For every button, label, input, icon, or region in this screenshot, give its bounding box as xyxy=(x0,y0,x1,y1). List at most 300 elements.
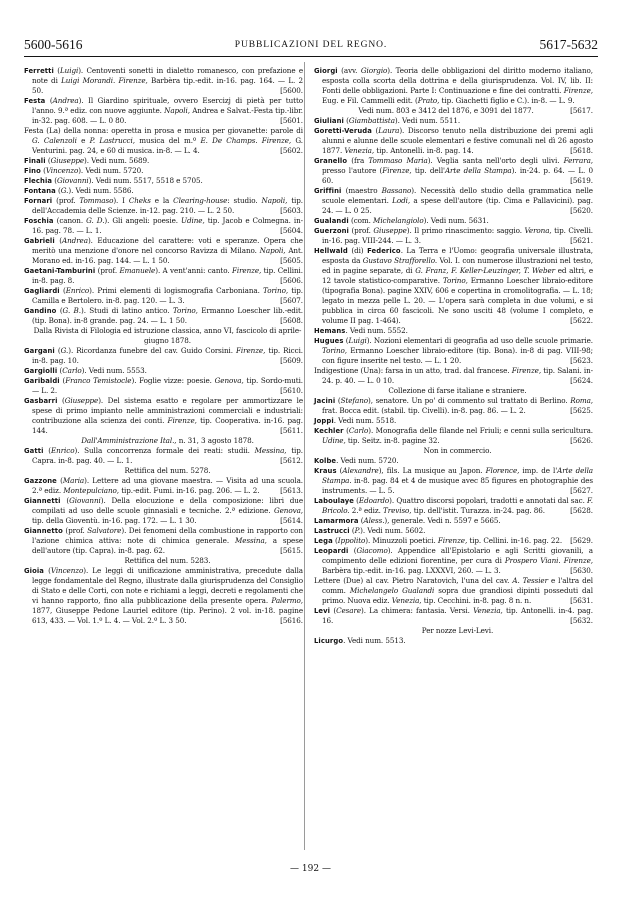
entry-text: . Vedi num. 5552. xyxy=(345,326,408,335)
entry-text: Eug. e Fil. Cammelli edit. ( xyxy=(322,96,418,105)
entry-italic: Gustavo Strafforello. xyxy=(362,256,438,265)
entry-text: a spese dell'autore (tip. Capra). in-8. pag. 62. xyxy=(32,536,304,555)
entry-note xyxy=(322,446,593,456)
entry-text: . Vedi num. 5518. xyxy=(333,416,397,425)
entry-range-left: 5600-5616 xyxy=(24,37,83,52)
entry-italic: Napoli, xyxy=(164,106,190,115)
entry-italic: Udine, xyxy=(322,436,346,445)
entry-surname: Gatti xyxy=(24,447,44,455)
entry-surname: Joppi xyxy=(314,417,334,425)
entry-italic: P. Lastrucci, xyxy=(89,136,135,145)
entry-italic: Firenze, xyxy=(563,86,593,95)
entry-italic: Venezia, xyxy=(344,146,375,155)
entry-italic: Firenze, xyxy=(231,266,262,275)
entry-text: ( xyxy=(52,176,58,185)
entry-author-forename: G. B. xyxy=(62,306,81,315)
entry-author-forename: Bassano xyxy=(381,186,412,195)
entry-surname: Finali xyxy=(24,157,46,165)
entry-text: (com. xyxy=(348,216,374,225)
entry-surname: Giuliani xyxy=(314,117,344,125)
entry-forename: Federico xyxy=(367,247,401,255)
catalog-entry xyxy=(314,186,593,216)
entry-surname: Gandino xyxy=(24,307,57,315)
entry-italic: Roma, xyxy=(570,396,593,405)
entry-italic: Luigi Morandi. Firenze, xyxy=(61,76,148,85)
entry-surname: Ferretti xyxy=(24,67,54,75)
entry-text: (canon. xyxy=(53,216,87,225)
entry-italic: Torino, xyxy=(263,286,289,295)
entry-italic: Messina, xyxy=(235,536,267,545)
entry-text: ( xyxy=(335,396,341,405)
catalog-entry xyxy=(24,446,303,476)
entry-text: Ermanno Loescher libraio-editore (tip. Bona). in-8 di pag. VIII-98; con figure inserite nel testo. — L. 1 20. xyxy=(322,346,593,365)
entry-text: ). Il primo rinascimento: saggio. xyxy=(406,226,525,235)
entry-text: ). Vedi num. 5553. xyxy=(81,366,147,375)
entry-author-forename: G. xyxy=(60,186,69,195)
entry-italic: Napoli, xyxy=(261,196,288,205)
entry-surname: Gargani xyxy=(24,347,55,355)
entry-note-text: n. 31, 3 agosto 1878. xyxy=(176,436,254,445)
entry-text: ). Studi di latino antico. xyxy=(80,306,173,315)
entry-italic: Napoli, xyxy=(259,246,286,255)
entry-note-text: Dalla Rivista di Filologia ed istruzione classica, anno VI, fascicolo di aprile-giugno 1878. xyxy=(33,326,302,345)
entry-text: ( xyxy=(332,536,338,545)
entry-text: Indigestione (Una): farsa in un atto, trad. dal francese. xyxy=(314,366,512,375)
entry-text: ( xyxy=(44,566,51,575)
catalog-entry xyxy=(314,426,593,456)
entry-surname: Flechia xyxy=(24,177,53,185)
entry-text: tip. Cecchini. in-8. pag. 8 n. n. xyxy=(421,596,532,605)
entry-surname: Griffini xyxy=(314,187,342,195)
entry-surname: Gazzone xyxy=(24,477,57,485)
entry-text: (prof. xyxy=(348,226,374,235)
entry-author-forename: G. D. xyxy=(86,216,105,225)
entry-text: ). Dei fenomeni della combustione in rapporto con l'azione chimica attiva: note di chimica generale. xyxy=(32,526,303,545)
entry-surname: Gabrieli xyxy=(24,237,55,245)
entry-number: [5600. xyxy=(280,86,303,95)
entry-text: ( xyxy=(45,156,51,165)
entry-author-forename: Franco Temistocle xyxy=(65,376,132,385)
entry-italic: E. De Champs. Firenze, xyxy=(200,136,292,145)
entry-text: ), senatore. Un po' di commento sul trattato di Berlino. xyxy=(368,396,571,405)
entry-number: [5610. xyxy=(280,386,303,395)
page-number: — 192 — xyxy=(290,864,331,874)
entry-number: [5620. xyxy=(570,206,593,215)
entry-author-forename: Giuseppe xyxy=(373,226,407,235)
catalog-entry xyxy=(314,126,593,156)
entry-text: ). Vedi num. 5689. xyxy=(84,156,150,165)
entry-number: [5630. xyxy=(570,566,593,575)
catalog-entry xyxy=(314,326,593,336)
entry-italic: Torino, xyxy=(172,306,198,315)
entry-note xyxy=(32,436,303,446)
entry-number: [5615. xyxy=(280,546,303,555)
entry-italic: Prato, xyxy=(417,96,440,105)
entry-italic: Verona, xyxy=(524,226,552,235)
entry-author-forename: Salvatore xyxy=(87,526,122,535)
entry-author-forename: Andrea xyxy=(62,236,88,245)
entry-italic: Firenze, xyxy=(167,416,197,425)
entry-number: [5619. xyxy=(570,176,593,185)
catalog-entry xyxy=(314,116,593,126)
entry-text: tip. Cooperativa. in-16. pag. 144. xyxy=(32,416,303,435)
right-column xyxy=(314,66,593,646)
catalog-entry xyxy=(24,176,303,186)
entry-text: ). Lettere ad una giovane maestra. — Visita ad una scuola. 2.ª ediz. xyxy=(32,476,303,495)
entry-text: Vol. I. con numerose illustrazioni nel testo, ed in pagine separate, di xyxy=(322,256,593,275)
entry-text: ). Minuzzoli poetici. xyxy=(365,536,438,545)
entry-text: Lettere (Due) al cav. Pietro Naratovich, l'una del cav. xyxy=(314,576,513,585)
entry-text: musica del m.º xyxy=(134,136,201,145)
catalog-entry xyxy=(24,396,303,446)
entry-italic: G. Franz, F. Keller-Leuzinger, T. Weber xyxy=(415,266,555,275)
entry-surname: Hugues xyxy=(314,337,344,345)
entry-text: ), generale. Vedi n. 5597 e 5665. xyxy=(384,516,501,525)
entry-surname: Gasbarri xyxy=(24,397,58,405)
entry-surname: Kraus xyxy=(314,467,337,475)
entry-note-italic: Dall'Amministrazione Ital., xyxy=(81,436,177,445)
entry-text: ). A vent'anni: canto. xyxy=(155,266,232,275)
entry-text: tip. Jacob e Colmegna. in-16. pag. 78. — L. 1. xyxy=(32,216,303,235)
entry-italic: Clearing-house xyxy=(173,196,228,205)
catalog-entry xyxy=(314,496,593,516)
entry-italic: G. Calenzoli xyxy=(32,136,77,145)
entry-text: ). Del sistema esatto e regolare per ammortizzare le spese di primo impianto nelle amministrazioni commerciali e industriali: contribuzione alla scienza dei conti. xyxy=(32,396,303,425)
entry-surname: Gagliardi xyxy=(24,287,60,295)
entry-text: . La Terra e l'Uomo: geografia universale illustrata, esposta da xyxy=(322,246,593,265)
entry-author-forename: Giorgio xyxy=(360,66,388,75)
entry-author-forename: Vincenzo xyxy=(45,166,79,175)
entry-number: [5629. xyxy=(570,536,593,545)
entry-text: ( xyxy=(371,126,379,135)
entry-text: : studio. xyxy=(227,196,262,205)
entry-text: ( xyxy=(56,306,63,315)
entry-surname: Laboulaye xyxy=(314,497,354,505)
entry-text: . Vedi num. 5513. xyxy=(343,636,406,645)
entry-text: a spese dell'autore (tip. Cima e Pallavicini). pag. 24. — L. 0 25. xyxy=(322,196,593,215)
entry-number: [5604. xyxy=(280,226,303,235)
entry-note-text: Rettifica del num. 5278. xyxy=(124,466,211,475)
running-header xyxy=(24,36,598,57)
entry-text: tip. della Gioventù. in-16. pag. 172. — L. 1 30. xyxy=(32,516,197,525)
entry-text: sopra due grandiosi dipinti posseduti dal primo. Nuova ediz. xyxy=(322,586,593,605)
entry-text: ). Necessità dello studio della grammatica nelle scuole elementari. xyxy=(322,186,593,205)
catalog-entry xyxy=(24,126,303,156)
entry-number: [5621. xyxy=(570,236,593,245)
entry-note-text: Rettifica del num. 5283. xyxy=(124,556,211,565)
entry-text: tip. Cellini. in-16. pag. 22. xyxy=(467,536,563,545)
entry-text: presso l'autore ( xyxy=(322,166,383,175)
entry-text: ( xyxy=(60,496,70,505)
catalog-entry xyxy=(24,196,303,216)
entry-text: ). Primi elementi di logismografia Carboniana. xyxy=(89,286,264,295)
entry-text: e la xyxy=(150,196,174,205)
catalog-entry xyxy=(24,366,303,376)
entry-text: ( xyxy=(358,516,364,525)
entry-text: ). Appendice all'Epistolario e agli Scritti giovanili, a compimento delle edizioni fiorentine, per cura di xyxy=(322,546,593,565)
entry-author-forename: Alexandre xyxy=(342,466,379,475)
entry-number: [5611. xyxy=(280,426,303,435)
entry-surname: Licurgo xyxy=(314,637,344,645)
entry-number: [5614. xyxy=(280,516,303,525)
entry-author-forename: Vincenzo xyxy=(50,566,84,575)
entry-number: [5605. xyxy=(280,256,303,265)
entry-text: ( xyxy=(336,466,343,475)
entry-author-forename: Giuseppe xyxy=(64,396,99,405)
entry-surname: Fontana xyxy=(24,187,56,195)
entry-author-forename: P. xyxy=(354,526,361,535)
entry-text: e l'altra del comm. xyxy=(322,576,593,595)
entry-text: ( xyxy=(53,66,60,75)
entry-text: Ermanno Loescher lib.-edit. (tip. Bona). in-8 grande. pag. 24. — L. 1 50. xyxy=(32,306,303,325)
entry-surname: Giorgi xyxy=(314,67,338,75)
entry-surname: Lega xyxy=(314,537,333,545)
entry-note xyxy=(322,626,593,636)
catalog-entry xyxy=(314,576,593,606)
entry-surname: Fino xyxy=(24,167,41,175)
entry-italic: A. Tessier xyxy=(512,576,548,585)
entry-italic: Arte della Stampa. xyxy=(322,466,594,485)
entry-author-forename: Michelangiolo xyxy=(373,216,424,225)
entry-text: tip. Seitz. in-8. pagine 32. xyxy=(345,436,440,445)
entry-text: Ant. Morano ed. in-16. pag. 144. — L. 1 50. xyxy=(32,246,303,265)
catalog-entry xyxy=(24,476,303,496)
entry-text: ed altri, e 12 tavole statistico-comparative. xyxy=(322,266,594,285)
entry-text: ). Vedi num. 5511. xyxy=(394,116,461,125)
entry-italic: Prospero Viani. Firenze, xyxy=(504,556,593,565)
entry-author-forename: Maria xyxy=(62,476,85,485)
entry-number: [5628. xyxy=(570,506,593,515)
entry-text: (maestro xyxy=(341,186,382,195)
catalog-entry xyxy=(314,456,593,466)
entry-text: ( xyxy=(54,346,61,355)
catalog-entry xyxy=(24,376,303,396)
entry-surname: Foschia xyxy=(24,217,54,225)
catalog-entry xyxy=(314,416,593,426)
entry-author-forename: Edoardo xyxy=(358,496,390,505)
entry-number: [5613. xyxy=(280,486,303,495)
entry-text: ( xyxy=(40,166,46,175)
entry-note xyxy=(322,106,593,116)
entry-text: G. Venturini. pag. 24, e 60 di musica. in-8. — L. 4. xyxy=(32,136,303,155)
entry-text: ). Della elocuzione e della composizione: libri due compilati ad uso delle scuole ginnasiali e tecniche. 2.ª edizione. xyxy=(32,496,303,515)
entry-text: tip. Salani. in-24. p. 40. — L. 0 10. xyxy=(322,366,593,385)
entry-text: frat. Bocca edit. (stabil. tip. Civelli). in-8. pag. 86. — L. 2. xyxy=(322,406,526,415)
entry-italic: Venezia, xyxy=(473,606,503,615)
entry-author-forename: Enrico xyxy=(50,446,75,455)
catalog-entry xyxy=(314,466,593,496)
entry-text: ). Teoria delle obbligazioni del diritto moderno italiano, esposta colla scorta della dottrina e della giurisprudenza. Vol. IV, lib. II: Fonti delle obbligazioni. Parte I: Continuazione e fine dei contratti. xyxy=(322,66,593,95)
catalog-entry xyxy=(24,496,303,526)
entry-text: ( xyxy=(343,336,349,345)
entry-text: ( xyxy=(353,496,359,505)
entry-author-forename: Emanuele xyxy=(119,266,156,275)
entry-author-forename: Carlo xyxy=(62,366,82,375)
entry-text: ). Veglia santa nell'orto degli ulivi. xyxy=(427,156,564,165)
catalog-entry xyxy=(24,526,303,566)
entry-surname: Kechler xyxy=(314,427,344,435)
entry-number: [5627. xyxy=(570,486,593,495)
entry-note-text: Collezione di farse italiane e straniere. xyxy=(388,386,527,395)
entry-note-text: Per nozze Levi-Levi. xyxy=(421,626,494,635)
entry-surname: Lamarmora xyxy=(314,517,359,525)
entry-text: tip. Sordo-muti. — L. 2. xyxy=(32,376,304,395)
entry-text: ( xyxy=(59,286,66,295)
entry-author-forename: Luigi xyxy=(348,336,367,345)
entry-text: ( xyxy=(59,376,66,385)
catalog-entry xyxy=(24,286,303,306)
entry-italic: Ferrara, xyxy=(563,156,593,165)
entry-italic: Florence, xyxy=(485,466,520,475)
entry-surname: Levi xyxy=(314,607,331,615)
entry-number: [5625. xyxy=(570,406,593,415)
entry-note xyxy=(32,556,303,566)
entry-author-forename: Giuseppe xyxy=(50,156,85,165)
entry-text: tip. dell'istit. Turazza. in-24. pag. 86. xyxy=(411,506,545,515)
entry-italic: Palermo, xyxy=(271,596,303,605)
entry-author-forename: Giambattista xyxy=(348,116,395,125)
entry-italic: Firenze, xyxy=(236,346,266,355)
catalog-entry xyxy=(24,266,303,286)
catalog-entry xyxy=(314,516,593,526)
entry-text: tip.-edit. Fumi. in-16. pag. 206. — L. 2. xyxy=(119,486,260,495)
catalog-entry xyxy=(24,566,303,626)
entry-note-text: Vedi num. 803 e 3412 del 1876, e 3091 del 1877. xyxy=(358,106,534,115)
entry-italic: Torino, xyxy=(322,346,347,355)
entry-text: e xyxy=(76,136,90,145)
entry-text: Festa (La) della nonna: operetta in prosa e musica per giovanette: parole di xyxy=(24,126,303,135)
catalog-entry xyxy=(314,536,593,546)
entry-text: tip. Ricci. in-8. pag. 10. xyxy=(32,346,303,365)
entry-surname: Garibaldi xyxy=(24,377,60,385)
entry-text: ). Centoventi sonetti in dialetto romanesco, con prefazione e note di xyxy=(32,66,303,85)
entry-number: [5632. xyxy=(570,616,593,625)
catalog-entry xyxy=(24,186,303,196)
entry-author-forename: Laura xyxy=(378,126,400,135)
entry-author-forename: Luigi xyxy=(59,66,79,75)
entry-number: [5623. xyxy=(570,356,593,365)
entry-text: ). Gli angeli: poesie. xyxy=(104,216,182,225)
entry-text: (prof. xyxy=(95,266,120,275)
entry-text: 1877, Giuseppe Pedone Lauriel editore (tip. Perino). 2 vol. in-18. pagine 613, 433. — Vol. 1.º L. 4. — Vol. 2.º L. 3 50. xyxy=(32,606,303,625)
entry-author-forename: Cesare xyxy=(336,606,361,615)
entry-author-forename: Aless. xyxy=(363,516,385,525)
entry-text: ). in-24. p. 64. — L. 0 60. xyxy=(322,166,593,185)
entry-text: tip. Cellini. in-8. pag. 8. xyxy=(32,266,303,285)
entry-surname: Gioia xyxy=(24,567,44,575)
entry-text: Barbèra tip.-edit. in-16. pag. 164. — L. 2 50. xyxy=(32,76,303,95)
entry-italic: Firenze, xyxy=(382,166,412,175)
entry-italic: Michelangelo Gualandi xyxy=(349,586,435,595)
entry-number: [5624. xyxy=(570,376,593,385)
entry-note xyxy=(32,326,303,346)
entry-text: ). Sulla concorrenza formale dei reati: studii. xyxy=(74,446,255,455)
entry-text: Ermanno Loescher libraio-editore (tipografia Bona). pagine XXIV, 606 e copertina in cromolitografia. — L. 18; legato in mezza pelle L. 20. — L'opera sarà completa in due volumi, e si pubblica in circa 60 fascicoli. Ne sono usciti 48 (volume I completo, e volume II pag. 1-464). xyxy=(322,276,593,325)
entry-surname: Fornari xyxy=(24,197,53,205)
entry-surname: Giannetto xyxy=(24,527,63,535)
entry-number: [5618. xyxy=(570,146,593,155)
entry-text: ). I xyxy=(113,196,129,205)
entry-author-forename: G. xyxy=(60,346,69,355)
entry-text: ). Quattro discorsi popolari, tradotti e annotati dal sac. xyxy=(389,496,587,505)
entry-author-forename: Andrea xyxy=(52,96,79,105)
entry-text: ( xyxy=(43,446,51,455)
catalog-entry xyxy=(314,216,593,226)
entry-number: [5602. xyxy=(280,146,303,155)
entry-text: tip. Capra. in-8. pag. 40. — L. 1. xyxy=(32,446,303,465)
entry-number: [5617. xyxy=(570,106,593,115)
entry-text: (di) xyxy=(347,246,368,255)
entry-italic: F. Bricolo. xyxy=(322,496,593,515)
entry-surname: Guerzoni xyxy=(314,227,349,235)
entry-italic: Torino, xyxy=(442,276,468,285)
entry-text: in-8. pag. 84 et 4 de musique avec 85 figures en photographie des instruments. — L. 5. xyxy=(322,476,593,495)
entry-surname: Festa xyxy=(24,97,46,105)
entry-surname: Goretti-Veruda xyxy=(314,127,372,135)
catalog-entry xyxy=(24,216,303,236)
catalog-entry xyxy=(24,346,303,366)
entry-text: ). Le leggi di unificazione amministrativa, precedute dalla legge fondamentale del Regno, illustrate dalla giurisprudenza del Consiglio di Stato e delle Corti, con note e richiami a leggi, decreti e regolamenti che vi hanno rapporto, fino alla pubblicazione della presente opera. xyxy=(32,566,303,605)
entry-text: ). Foglie vizze: poesie. xyxy=(131,376,215,385)
entry-number: [5608. xyxy=(280,316,303,325)
entry-number: [5603. xyxy=(280,206,303,215)
entry-number: [5616. xyxy=(280,616,303,625)
entry-text: ). Vedi num. 5631. xyxy=(423,216,489,225)
entry-text: ). Nozioni elementari di geografia ad uso delle scuole primarie. xyxy=(366,336,593,345)
entry-text: ). Vedi num. 5517, 5518 e 5705. xyxy=(88,176,203,185)
entry-author-forename: Ippolito xyxy=(337,536,366,545)
catalog-entry xyxy=(24,96,303,126)
catalog-entry xyxy=(314,396,593,416)
entry-text: ). Vedi num. 5602. xyxy=(360,526,426,535)
entry-text: tip. Giachetti figlio e C.). in-8. — L. 9. xyxy=(439,96,575,105)
entry-author-forename: Tommaso xyxy=(79,196,114,205)
catalog-entry xyxy=(314,636,593,646)
entry-text: . Vedi num. 5720. xyxy=(336,456,399,465)
entry-text: ( xyxy=(330,606,337,615)
entry-italic: Lodi, xyxy=(392,196,411,205)
entry-author-forename: Giacomo xyxy=(356,546,388,555)
catalog-entry xyxy=(24,236,303,266)
entry-text: tip. Camilla e Bertolero. in-8. pag. 120. — L. 3. xyxy=(32,286,304,305)
entry-number: [5622. xyxy=(570,316,593,325)
entry-number: [5609. xyxy=(280,356,303,365)
catalog-entry xyxy=(24,66,303,96)
entry-italic: Venezia, xyxy=(391,596,422,605)
catalog-entry xyxy=(314,526,593,536)
entry-text: ( xyxy=(56,476,63,485)
entry-italic: Genova, xyxy=(273,506,303,515)
entry-text: ). Il Giardino spirituale, ovvero Esercizj di pietà per tutto l'anno. 9.ª ediz. con nuove aggiunte. xyxy=(32,96,303,115)
catalog-entry xyxy=(314,156,593,186)
entry-text: (prof. xyxy=(52,196,80,205)
entry-number: [5626. xyxy=(570,436,593,445)
entry-text: 2.ª ediz. xyxy=(349,506,383,515)
entry-text: ). La chimera: fantasia. Versi. xyxy=(361,606,474,615)
entry-italic: Udine, xyxy=(181,216,205,225)
entry-text: (fra xyxy=(347,156,369,165)
header-title: PUBBLICAZIONI DEL REGNO. xyxy=(234,40,388,50)
entry-author-forename: Giovanni xyxy=(57,176,89,185)
catalog-entry xyxy=(314,226,593,246)
entry-text: ( xyxy=(57,396,65,405)
entry-surname: Lastrucci xyxy=(314,527,350,535)
entry-surname: Gualandi xyxy=(314,217,349,225)
entry-italic: Messina, xyxy=(254,446,287,455)
entry-text: imp. de l' xyxy=(519,466,558,475)
entry-text: tip. dell'Accademia delle Scienze. in-12. pag. 210. — L. 2 50. xyxy=(32,196,303,215)
entry-text: tip. Civelli. in-16. pag. VIII-244. — L. 3. xyxy=(322,226,593,245)
